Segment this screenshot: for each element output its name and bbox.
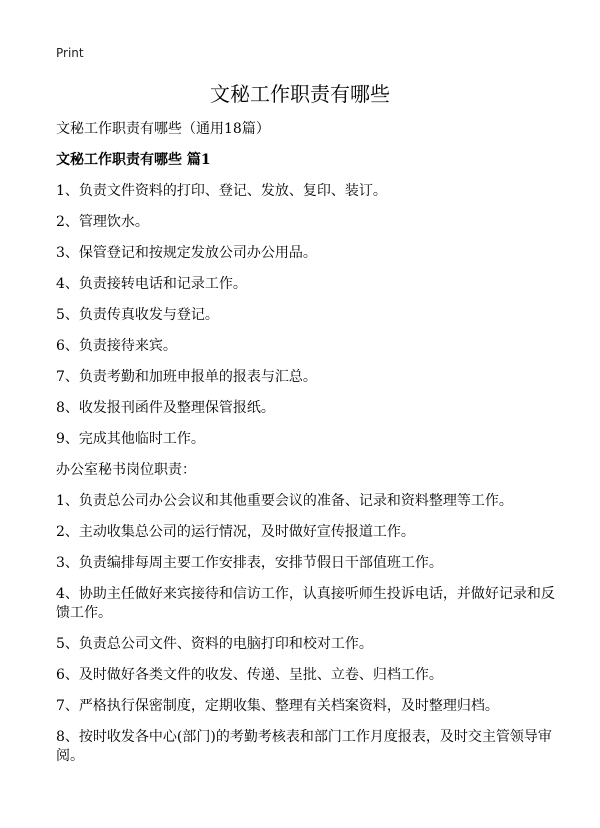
document-body: [56, 120, 556, 778]
list-item: 7、严格执行保密制度，定期收集、整理有关档案资料，及时整理归档。: [56, 698, 499, 714]
list-item: 2、管理饮水。: [56, 214, 149, 230]
subheading: 办公室秘书岗位职责：: [56, 462, 196, 478]
page-title: 文秘工作职责有哪些: [210, 82, 390, 106]
list-item: 3、保管登记和按规定发放公司办公用品。: [56, 245, 317, 261]
list-item: 3、负责编排每周主要工作安排表，安排节假日干部值班工作。: [56, 555, 443, 571]
list-item: 2、主动收集总公司的运行情况，及时做好宣传报道工作。: [56, 524, 415, 540]
list-item: 5、负责总公司文件、资料的电脑打印和校对工作。: [56, 636, 373, 652]
document-subtitle: 文秘工作职责有哪些（通用18篇）: [56, 121, 270, 137]
list-item: 1、负责文件资料的打印、登记、发放、复印、装订。: [56, 183, 387, 199]
list-item: 6、负责接待来宾。: [56, 338, 177, 354]
list-item: 8、收发报刊函件及整理保管报纸。: [56, 400, 275, 416]
list-item: 1、负责总公司办公会议和其他重要会议的准备、记录和资料整理等工作。: [56, 493, 513, 509]
print-link[interactable]: Print: [56, 46, 84, 60]
list-item: 9、完成其他临时工作。: [56, 431, 205, 447]
list-item: 4、协助主任做好来宾接待和信访工作，认真接听师生投诉电话，并做好记录和反馈工作。: [56, 586, 555, 621]
list-item: 5、负责传真收发与登记。: [56, 307, 219, 323]
list-item: 4、负责接转电话和记录工作。: [56, 276, 247, 292]
list-item: 8、按时收发各中心(部门)的考勤考核表和部门工作月度报表，及时交主管领导审阅。: [56, 729, 552, 764]
section-heading: 文秘工作职责有哪些 篇1: [56, 152, 211, 168]
list-item: 7、负责考勤和加班申报单的报表与汇总。: [56, 369, 317, 385]
list-item: 6、及时做好各类文件的收发、传递、呈批、立卷、归档工作。: [56, 667, 443, 683]
